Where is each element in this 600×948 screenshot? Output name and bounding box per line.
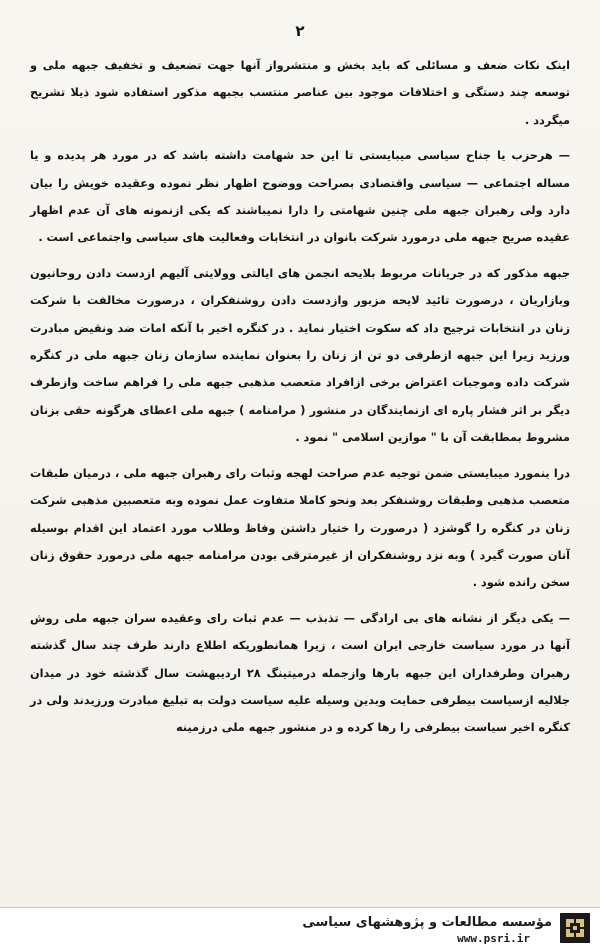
paragraph-courage: — هرحزب یا جناح سیاسی میبایستی تا این حد شهامت داشته باشد که در مورد هر پدیده و یا مساله اجتماعی — سیاسی واقتصادی بصراحت ووضوح اظهار نظر نموده وعقیده خویش را بیان دارد ولی رهبران جبهه ملی چنین شهامتی را دارا نمیباشند که یکی ازنمونه های آن عدم اظهار عقیده صریح جبهه ملی درمورد شرکت بانوان در انتخابات وفعالیت های سیاسی واجتماعی است . bbox=[30, 149, 570, 245]
institution-name: مؤسسه مطالعات و پژوهشهای سیاسی bbox=[302, 915, 552, 930]
footer-watermark bbox=[0, 907, 600, 948]
paragraph-foreign-policy: — یکی دیگر از نشانه های بی ارادگی — تذبذب — عدم ثبات رای وعقیده سران جبهه ملی روش آنها در مورد سیاست خارجی ایران است ، زیرا همانطوریکه اطلاع دارند طرف چند سال گذشته رهبران وطرفداران این جبهه بارها وازجمله درمیتینگ ۲۸ اردیبهشت سال گذشته خود در میدان جلالیه ازسیاست بیطرفی حمایت وبدین وسیله علیه سیاست دولت به تبلیغ مبادرت ورزیدند ولی در کنگره اخیر سیاست بیطرفی را رها کرده و در منشور جبهه ملی درزمینه bbox=[30, 611, 571, 735]
paragraph-strategy: درا ینمورد میبایستی ضمن توجیه عدم صراحت لهجه وثبات رای رهبران جبهه ملی ، درمیان طبقات متعصب مذهبی وطبقات روشنفکر بعد ونحو کاملا متفاوت عمل نموده وبه متعصبین مذهبی شرکت زنان در کنگره را گوشزد ( درصورت را ختیار داشتن وفاظ وطلاب مورد اعتماد این اقدام بوسیله آنان صورت گیرد ) وبه نزد روشنفکران از غیرمترقی بودن مرامنامه جبهه ملی درمورد حقوق زنان سخن رانده شود . bbox=[30, 466, 570, 590]
institution-url[interactable]: www.psri.ir bbox=[457, 932, 530, 945]
institution-logo-icon bbox=[560, 913, 590, 943]
document-body bbox=[30, 52, 570, 742]
paragraph-congress: جبهه مذکور که در جریانات مربوط بلایحه انجمن های ایالتی وولایتی آلیهم ازدست دادن روحانیون وبازاریان ، درصورت تائید لایحه مزبور وازدست دادن روشنفکران ، درصورت مخالفت با شرکت زنان در انتخابات ترجیح داد که سکوت اختیار نماید . در کنگره اخیر با آنکه امات ضد ونقیض مبادرت ورزید زیرا این جبهه ازطرفی دو تن از زنان را بعنوان نماینده سازمان زنان جبهه ملی در کنگره شرکت داده وموجبات اعتراض برخی ازافراد متعصب مذهبی جبهه ملی را فراهم ساخت وازطرف دیگر بر اثر فشار پاره ای ازنمایندگان در منشور ( مرامنامه ) جبهه ملی اعطای هرگونه حقی بزنان مشروط بمطابقت آن با " موازین اسلامی " نمود . bbox=[30, 266, 570, 445]
paragraph-intro: اینک نکات ضعف و مسائلی که باید بخش و منتشرواز آنها جهت تضعیف و تخفیف جبهه ملی و توسعه چند دستگی و اختلافات موجود بین عناصر منتسب بجبهه مذکور استفاده شود ذیلا تشریح میگردد . bbox=[30, 59, 570, 127]
page-number: ۲ bbox=[295, 22, 305, 40]
